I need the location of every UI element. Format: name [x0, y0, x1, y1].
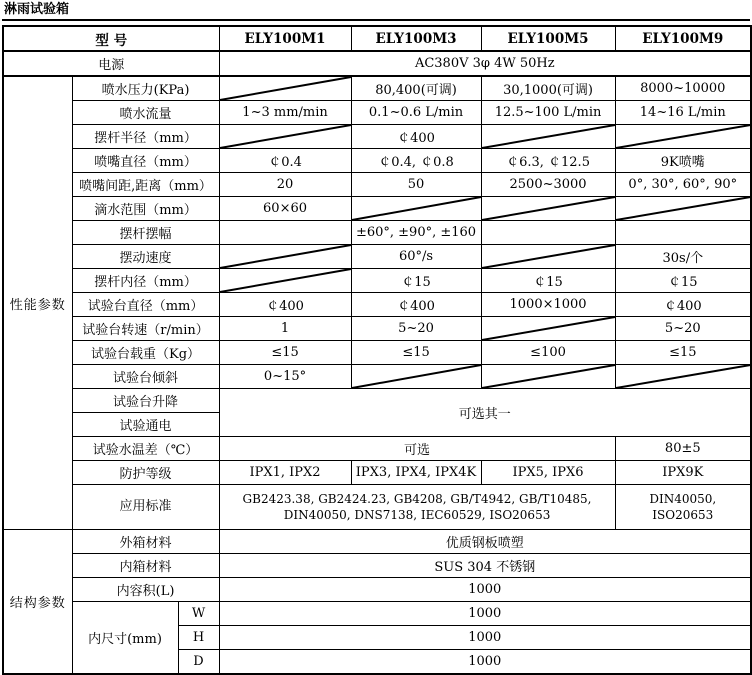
value-cell-m3: 50 [351, 173, 481, 197]
row-label: 试验水温差（℃） [72, 437, 219, 461]
na-diagonal-cell [481, 317, 615, 341]
row-label: 试验台倾斜 [72, 365, 219, 389]
diagonal-line-icon [616, 365, 751, 388]
na-diagonal-cell [219, 245, 351, 269]
row-swing-radius [3, 125, 751, 149]
na-diagonal-cell [351, 365, 481, 389]
value-cell-m9: 5~20 [615, 317, 751, 341]
empty-cell-m5 [481, 221, 615, 245]
na-diagonal-cell [351, 197, 481, 221]
row-label: 应用标准 [72, 485, 219, 530]
value-cell-m5: 2500~3000 [481, 173, 615, 197]
value-cell-m1: ≤15 [219, 341, 351, 365]
na-diagonal-cell [481, 365, 615, 389]
row-label: 摆杆内径（mm） [72, 269, 219, 293]
value-cell-m9: DIN40050, ISO20653 [615, 485, 751, 530]
value-cell-m3: ￠15 [351, 269, 481, 293]
value-cell-m3: 5~20 [351, 317, 481, 341]
inner-size-label-cell: 内尺寸(mm) [72, 602, 178, 675]
na-diagonal-cell [481, 245, 615, 269]
value-cell-m9: 80±5 [615, 437, 751, 461]
structure-group-cell: 结构参数 [3, 530, 72, 675]
standards-line2: DIN40050, DNS7138, IEC60529, ISO20653 [283, 508, 551, 522]
diagonal-line-icon [352, 365, 481, 388]
model-label-cell: 型 号 [3, 26, 219, 51]
value-cell-m3: ≤15 [351, 341, 481, 365]
row-table-speed [3, 317, 751, 341]
row-table-lift [3, 389, 751, 413]
diagonal-line-icon [220, 125, 351, 148]
row-label: 滴水范围（mm） [72, 197, 219, 221]
row-label: 试验台载重（Kg） [72, 341, 219, 365]
row-table-tilt [3, 365, 751, 389]
row-standards [3, 485, 751, 530]
diagonal-line-icon [482, 245, 615, 268]
value-cell-m1-m5: 可选 [219, 437, 615, 461]
row-spray-pressure [3, 76, 751, 101]
performance-group-cell: 性能参数 [3, 76, 72, 530]
value-cell-m3: ±60°, ±90°, ±160 [351, 221, 481, 245]
dim-w-label-cell: W [178, 602, 219, 626]
diagonal-line-icon [616, 197, 751, 220]
row-label: 摆杆半径（mm） [72, 125, 219, 149]
value-cell-m1: 1~3 mm/min [219, 101, 351, 125]
value-cell-m9: 0°, 30°, 60°, 90° [615, 173, 751, 197]
value-cell-m1: IPX1, IPX2 [219, 461, 351, 485]
value-cell-m5: IPX5, IPX6 [481, 461, 615, 485]
diagonal-line-icon [482, 125, 615, 148]
power-row [3, 51, 751, 76]
diagonal-line-icon [220, 269, 351, 292]
row-nozzle-spacing [3, 173, 751, 197]
row-label: 内箱材料 [72, 554, 219, 578]
value-cell-m1: 1 [219, 317, 351, 341]
value-cell-m5: ￠6.3, ￠12.5 [481, 149, 615, 173]
diagonal-line-icon [616, 125, 751, 148]
value-cell-m5: 30,1000(可调) [481, 76, 615, 101]
na-diagonal-cell [481, 125, 615, 149]
row-inner-size-w [3, 602, 751, 626]
value-cell-m1: 20 [219, 173, 351, 197]
row-label: 摆动速度 [72, 245, 219, 269]
value-cell-m3: 0.1~0.6 L/min [351, 101, 481, 125]
row-label: 防护等级 [72, 461, 219, 485]
row-label: 外箱材料 [72, 530, 219, 554]
value-cell-m3: IPX3, IPX4, IPX4K [351, 461, 481, 485]
row-volume [3, 578, 751, 602]
value-cell-m9: ￠400 [615, 293, 751, 317]
na-diagonal-cell [219, 76, 351, 101]
row-protection [3, 461, 751, 485]
model-m3-cell: ELY100M3 [351, 26, 481, 51]
standards-line1: GB2423.38, GB2424.23, GB4208, GB/T4942, GB/T10485, [242, 492, 592, 506]
na-diagonal-cell [615, 197, 751, 221]
value-cell-m1: ￠0.4 [219, 149, 351, 173]
value-cell-m1: ￠400 [219, 293, 351, 317]
value-cell-m9: IPX9K [615, 461, 751, 485]
value-cell-m3: 60°/s [351, 245, 481, 269]
lift-power-shared-value-cell: 可选其一 [219, 389, 751, 437]
power-value-cell: AC380V 3φ 4W 50Hz [219, 51, 751, 76]
row-inner-material [3, 554, 751, 578]
na-diagonal-cell [615, 125, 751, 149]
row-spray-flow [3, 101, 751, 125]
value-cell-m9: 14~16 L/min [615, 101, 751, 125]
diagonal-line-icon [220, 77, 351, 100]
value-cell-m1-m5 [219, 485, 615, 530]
value-cell-m5: 12.5~100 L/min [481, 101, 615, 125]
diagonal-line-icon [482, 197, 615, 220]
row-label: 喷嘴间距,距离（mm） [72, 173, 219, 197]
row-rod-inner-diameter [3, 269, 751, 293]
diagonal-line-icon [352, 197, 481, 220]
power-label-cell: 电源 [3, 51, 219, 76]
diagonal-line-icon [482, 317, 615, 340]
value-cell-m1: 0~15° [219, 365, 351, 389]
value-cell-m3: ￠400 [351, 125, 481, 149]
row-label: 内容积(L) [72, 578, 219, 602]
row-label: 喷水压力(KPa) [72, 76, 219, 101]
row-swing-speed [3, 245, 751, 269]
value-cell-m1: 60×60 [219, 197, 351, 221]
diagonal-line-icon [220, 245, 351, 268]
page-title: 淋雨试验箱 [2, 1, 750, 21]
value-cell: SUS 304 不锈钢 [219, 554, 751, 578]
empty-cell-m1 [219, 221, 351, 245]
na-diagonal-cell [481, 197, 615, 221]
model-m1-cell: ELY100M1 [219, 26, 351, 51]
row-table-diameter [3, 293, 751, 317]
row-drip-area [3, 197, 751, 221]
model-m9-cell: ELY100M9 [615, 26, 751, 51]
value-cell-m9: ≤15 [615, 341, 751, 365]
row-table-load [3, 341, 751, 365]
diagonal-line-icon [482, 365, 615, 388]
value-cell-m3: ￠0.4, ￠0.8 [351, 149, 481, 173]
value-cell-m5: ≤100 [481, 341, 615, 365]
empty-cell-m9 [615, 221, 751, 245]
value-cell-m9: 9K喷嘴 [615, 149, 751, 173]
dim-h-label-cell: H [178, 626, 219, 650]
row-label: 喷水流量 [72, 101, 219, 125]
spec-table [2, 25, 752, 675]
value-cell: 优质钢板喷塑 [219, 530, 751, 554]
dim-w-value-cell: 1000 [219, 602, 751, 626]
model-m5-cell: ELY100M5 [481, 26, 615, 51]
row-label: 摆杆摆幅 [72, 221, 219, 245]
na-diagonal-cell [219, 269, 351, 293]
value-cell-m9: 8000~10000 [615, 76, 751, 101]
value-cell-m5: 1000×1000 [481, 293, 615, 317]
row-label: 试验台直径（mm） [72, 293, 219, 317]
dim-h-value-cell: 1000 [219, 626, 751, 650]
value-cell-m3: ￠400 [351, 293, 481, 317]
value-cell-m9: ￠15 [615, 269, 751, 293]
row-water-temp [3, 437, 751, 461]
dim-d-label-cell: D [178, 650, 219, 675]
value-cell-m5: ￠15 [481, 269, 615, 293]
dim-d-value-cell: 1000 [219, 650, 751, 675]
na-diagonal-cell [615, 365, 751, 389]
row-outer-material [3, 530, 751, 554]
header-row [3, 26, 751, 51]
row-label: 试验台转速（r/min） [72, 317, 219, 341]
value-cell-m9: 30s/个 [615, 245, 751, 269]
row-label: 试验通电 [72, 413, 219, 437]
row-swing-amplitude [3, 221, 751, 245]
na-diagonal-cell [219, 125, 351, 149]
value-cell: 1000 [219, 578, 751, 602]
row-nozzle-diameter [3, 149, 751, 173]
row-label: 喷嘴直径（mm） [72, 149, 219, 173]
row-label: 试验台升降 [72, 389, 219, 413]
value-cell-m3: 80,400(可调) [351, 76, 481, 101]
